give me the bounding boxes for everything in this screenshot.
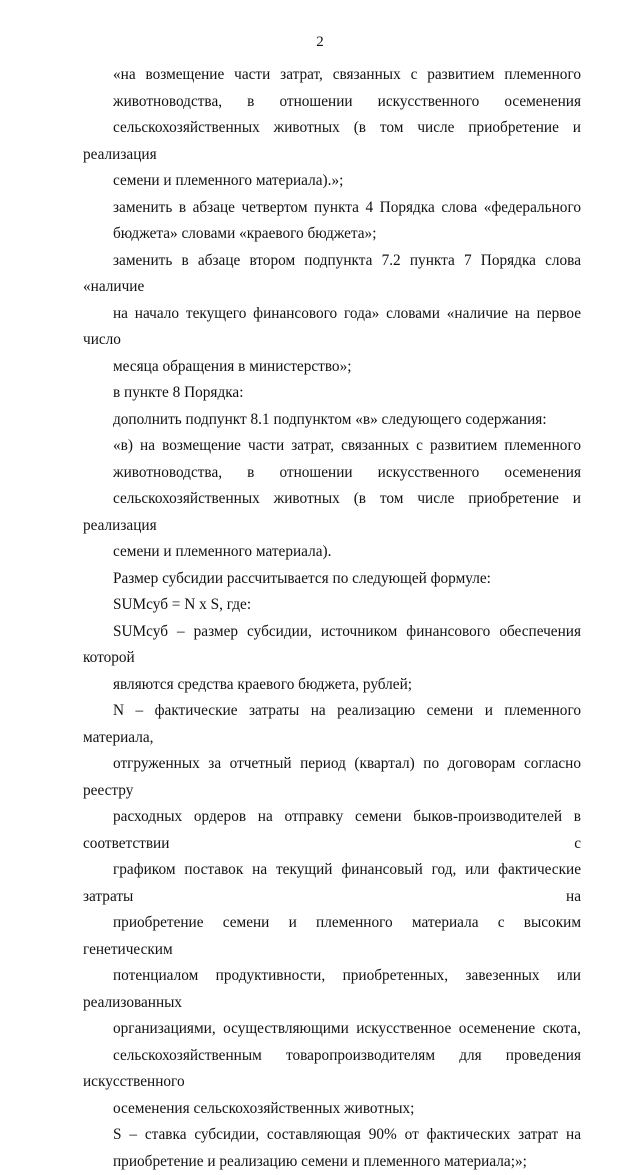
paragraph bbox=[83, 195, 581, 248]
text-line: сельскохозяйственных животных (в том числе приобретение и реализация bbox=[83, 486, 581, 539]
paragraph bbox=[83, 380, 581, 407]
text-line: расходных ордеров на отправку семени быков-производителей в соответствии с bbox=[83, 804, 581, 857]
text-line: «на возмещение части затрат, связанных с развитием племенного bbox=[83, 62, 581, 89]
text-line: бюджета» словами «краевого бюджета»; bbox=[83, 221, 581, 248]
text-line: заменить в абзаце втором подпункта 7.2 пункта 7 Порядка слова «наличие bbox=[83, 248, 581, 301]
text-line: в пункте 8 Порядка: bbox=[83, 380, 581, 407]
text-line: являются средства краевого бюджета, рублей; bbox=[83, 672, 581, 699]
paragraph bbox=[83, 1122, 581, 1175]
text-line: сельскохозяйственных животных (в том числе приобретение и реализация bbox=[83, 115, 581, 168]
page-number: 2 bbox=[0, 34, 640, 51]
text-line: животноводства, в отношении искусственного осеменения bbox=[83, 89, 581, 116]
text-line: организациями, осуществляющими искусственное осеменение скота, bbox=[83, 1016, 581, 1043]
text-line: приобретение семени и племенного материала с высоким генетическим bbox=[83, 910, 581, 963]
formula-paragraph bbox=[83, 592, 581, 619]
text-line: дополнить подпункт 8.1 подпунктом «в» следующего содержания: bbox=[83, 407, 581, 434]
text-line: SUMсуб – размер субсидии, источником финансового обеспечения которой bbox=[83, 619, 581, 672]
text-line: потенциалом продуктивности, приобретенных, завезенных или реализованных bbox=[83, 963, 581, 1016]
document-body bbox=[83, 62, 581, 1175]
text-line: заменить в абзаце четвертом пункта 4 Порядка слова «федерального bbox=[83, 195, 581, 222]
text-line: месяца обращения в министерство»; bbox=[83, 354, 581, 381]
formula-line: SUMсуб = N х S, где: bbox=[83, 592, 581, 619]
paragraph bbox=[83, 566, 581, 593]
text-line: отгруженных за отчетный период (квартал) по договорам согласно реестру bbox=[83, 751, 581, 804]
text-line: сельскохозяйственным товаропроизводителям для проведения искусственного bbox=[83, 1043, 581, 1096]
paragraph bbox=[83, 698, 581, 1122]
text-line: графиком поставок на текущий финансовый год, или фактические затраты на bbox=[83, 857, 581, 910]
text-line: S – ставка субсидии, составляющая 90% от фактических затрат на bbox=[83, 1122, 581, 1149]
text-line: приобретение и реализацию семени и племенного материала;»; bbox=[83, 1149, 581, 1175]
text-line: Размер субсидии рассчитывается по следующей формуле: bbox=[83, 566, 581, 593]
paragraph bbox=[83, 433, 581, 566]
text-line: осеменения сельскохозяйственных животных; bbox=[83, 1096, 581, 1123]
text-line: N – фактические затраты на реализацию семени и племенного материала, bbox=[83, 698, 581, 751]
text-line: «в) на возмещение части затрат, связанных с развитием племенного bbox=[83, 433, 581, 460]
paragraph bbox=[83, 407, 581, 434]
text-line: на начало текущего финансового года» словами «наличие на первое число bbox=[83, 301, 581, 354]
text-line: семени и племенного материала). bbox=[83, 539, 581, 566]
paragraph bbox=[83, 619, 581, 699]
text-line: животноводства, в отношении искусственного осеменения bbox=[83, 460, 581, 487]
paragraph bbox=[83, 62, 581, 195]
paragraph bbox=[83, 248, 581, 381]
text-line: семени и племенного материала).»; bbox=[83, 168, 581, 195]
